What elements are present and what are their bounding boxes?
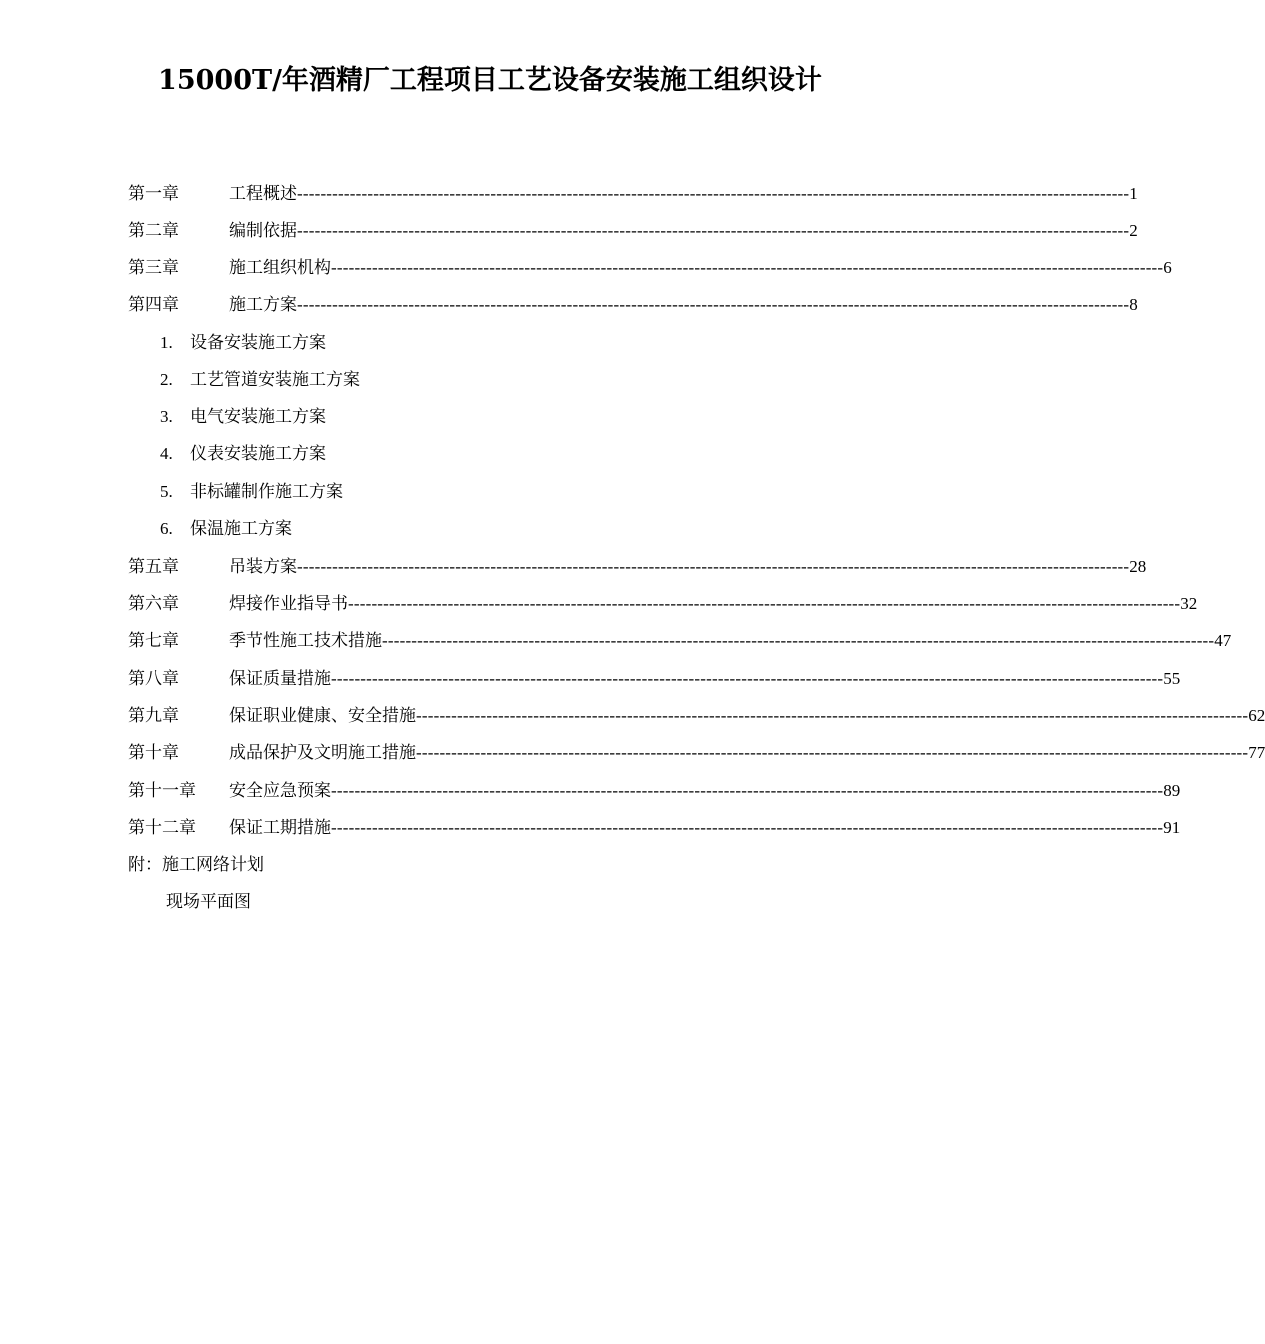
toc-line-chapter-10[interactable] bbox=[128, 741, 1265, 765]
toc-leader: ---------------------------------------------------------------------------------------------------------------------------------------------- bbox=[297, 557, 1130, 576]
toc-leader: ---------------------------------------------------------------------------------------------------------------------------------------------- bbox=[331, 258, 1164, 277]
toc-entry-title: 安全应急预案 bbox=[229, 781, 331, 801]
toc-line-chapter-9[interactable] bbox=[128, 704, 1265, 728]
toc-page-number: 62 bbox=[1248, 706, 1265, 725]
toc-page-number: 47 bbox=[1214, 631, 1232, 650]
sub-item-text: 保温施工方案 bbox=[190, 519, 292, 539]
toc-leader: ---------------------------------------------------------------------------------------------------------------------------------------------- bbox=[382, 631, 1215, 650]
sub-item-number: 3. bbox=[160, 407, 173, 426]
sub-item-text: 非标罐制作施工方案 bbox=[190, 482, 343, 502]
appendix-site-plan[interactable]: 现场平面图 bbox=[166, 892, 251, 912]
toc-page-number: 1 bbox=[1129, 184, 1138, 203]
toc-leader: ---------------------------------------------------------------------------------------------------------------------------------------------- bbox=[297, 221, 1130, 240]
sub-item-number: 6. bbox=[160, 519, 173, 538]
toc-sub-item[interactable] bbox=[160, 368, 360, 392]
toc-entry-title: 保证工期措施 bbox=[229, 818, 331, 838]
toc-chapter-label: 第十一章 bbox=[128, 781, 196, 801]
toc-entry-title: 编制依据 bbox=[229, 221, 297, 241]
toc-leader: ---------------------------------------------------------------------------------------------------------------------------------------------- bbox=[297, 295, 1130, 314]
toc-leader: ---------------------------------------------------------------------------------------------------------------------------------------------- bbox=[331, 781, 1164, 800]
toc-line-chapter-2[interactable] bbox=[128, 219, 1138, 243]
toc-sub-item[interactable] bbox=[160, 405, 326, 429]
toc-entry-title: 施工组织机构 bbox=[229, 258, 331, 278]
appendix-network-plan[interactable]: 附：施工网络计划 bbox=[128, 855, 264, 875]
toc-page-number: 2 bbox=[1129, 221, 1138, 240]
sub-item-number: 4. bbox=[160, 444, 173, 463]
toc-line-chapter-7[interactable] bbox=[128, 629, 1232, 653]
toc-page-number: 8 bbox=[1129, 295, 1138, 314]
toc-line-chapter-11[interactable] bbox=[128, 779, 1181, 803]
toc-chapter-label: 第二章 bbox=[128, 221, 179, 241]
toc-leader: ---------------------------------------------------------------------------------------------------------------------------------------------- bbox=[331, 669, 1164, 688]
toc-chapter-label: 第九章 bbox=[128, 706, 179, 726]
toc-chapter-label: 第三章 bbox=[128, 258, 179, 278]
toc-leader: ---------------------------------------------------------------------------------------------------------------------------------------------- bbox=[331, 818, 1164, 837]
sub-item-number: 2. bbox=[160, 370, 173, 389]
toc-line-chapter-4[interactable] bbox=[128, 293, 1138, 317]
toc-chapter-label: 第五章 bbox=[128, 557, 179, 577]
toc-entry-title: 成品保护及文明施工措施 bbox=[229, 743, 416, 763]
toc-chapter-label: 第六章 bbox=[128, 594, 179, 614]
toc-leader: ---------------------------------------------------------------------------------------------------------------------------------------------- bbox=[416, 706, 1249, 725]
toc-entry-title: 工程概述 bbox=[229, 184, 297, 204]
toc-leader: ---------------------------------------------------------------------------------------------------------------------------------------------- bbox=[348, 594, 1181, 613]
toc-page-number: 32 bbox=[1180, 594, 1198, 613]
toc-entry-title: 季节性施工技术措施 bbox=[229, 631, 382, 651]
toc-page-number: 6 bbox=[1163, 258, 1172, 277]
toc-chapter-label: 第七章 bbox=[128, 631, 179, 651]
sub-item-text: 工艺管道安装施工方案 bbox=[190, 370, 360, 390]
sub-item-number: 1. bbox=[160, 333, 173, 352]
toc-entry-title: 焊接作业指导书 bbox=[229, 594, 348, 614]
toc-line-chapter-3[interactable] bbox=[128, 256, 1172, 280]
toc-sub-item[interactable] bbox=[160, 517, 292, 541]
toc-chapter-label: 第八章 bbox=[128, 669, 179, 689]
toc-line-chapter-1[interactable] bbox=[128, 182, 1138, 206]
toc-line-chapter-5[interactable] bbox=[128, 555, 1147, 579]
toc-entry-title: 保证质量措施 bbox=[229, 669, 331, 689]
toc-page-number: 55 bbox=[1163, 669, 1181, 688]
toc-chapter-label: 第四章 bbox=[128, 295, 179, 315]
sub-item-text: 设备安装施工方案 bbox=[190, 333, 326, 353]
toc-entry-title: 吊装方案 bbox=[229, 557, 297, 577]
toc-entry-title: 保证职业健康、安全措施 bbox=[229, 706, 416, 726]
toc-entry-title: 施工方案 bbox=[229, 295, 297, 315]
toc-page-number: 77 bbox=[1248, 743, 1265, 762]
toc-page-number: 28 bbox=[1129, 557, 1147, 576]
toc-line-chapter-12[interactable] bbox=[128, 816, 1181, 840]
toc-line-chapter-8[interactable] bbox=[128, 667, 1181, 691]
toc-leader: ---------------------------------------------------------------------------------------------------------------------------------------------- bbox=[416, 743, 1249, 762]
sub-item-number: 5. bbox=[160, 482, 173, 501]
toc-sub-item[interactable] bbox=[160, 442, 326, 466]
toc-page-number: 91 bbox=[1163, 818, 1181, 837]
toc-line-chapter-6[interactable] bbox=[128, 592, 1198, 616]
toc-chapter-label: 第十二章 bbox=[128, 818, 196, 838]
document-title: 15000T/年酒精厂工程项目工艺设备安装施工组织设计 bbox=[158, 65, 822, 96]
toc-leader: ---------------------------------------------------------------------------------------------------------------------------------------------- bbox=[297, 184, 1130, 203]
sub-item-text: 仪表安装施工方案 bbox=[190, 444, 326, 464]
toc-chapter-label: 第十章 bbox=[128, 743, 179, 763]
toc-sub-item[interactable] bbox=[160, 480, 343, 504]
toc-chapter-label: 第一章 bbox=[128, 184, 179, 204]
toc-sub-item[interactable] bbox=[160, 331, 326, 355]
toc-page-number: 89 bbox=[1163, 781, 1181, 800]
sub-item-text: 电气安装施工方案 bbox=[190, 407, 326, 427]
